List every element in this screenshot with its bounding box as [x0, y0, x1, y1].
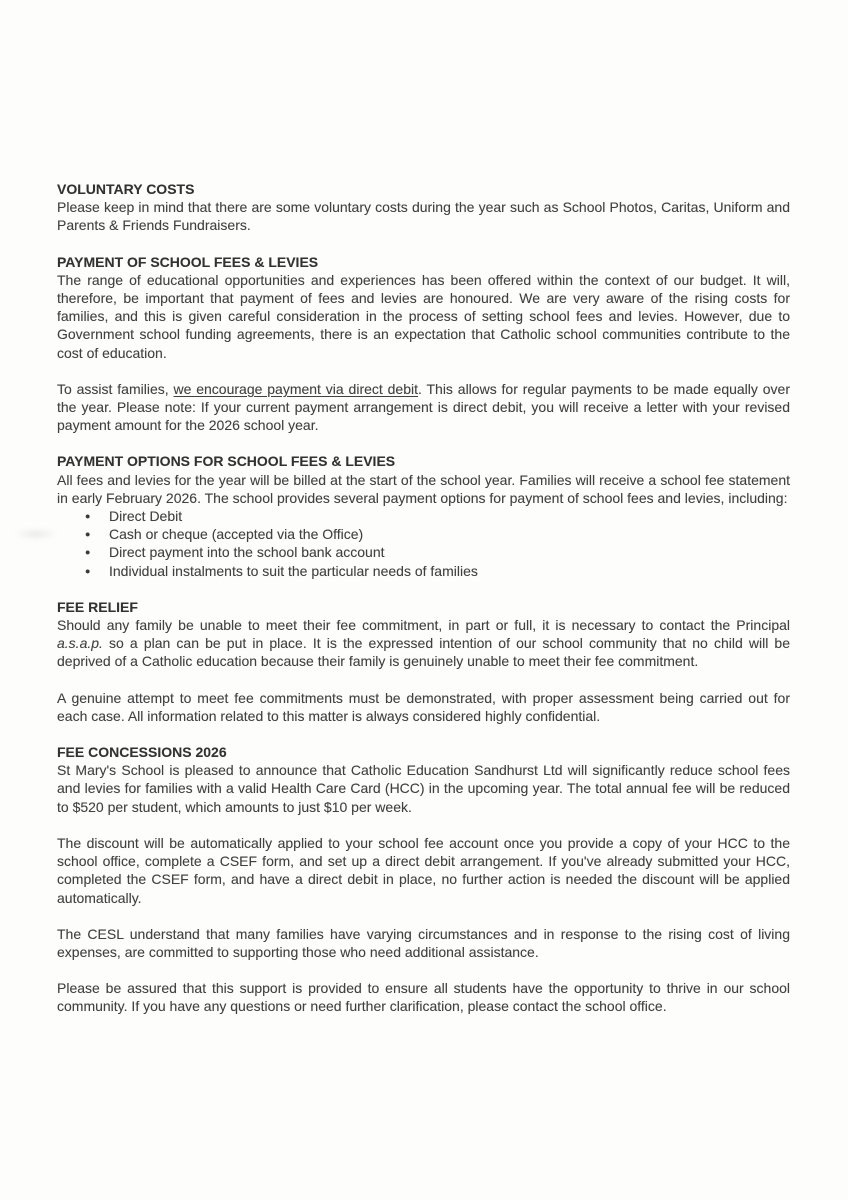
bullet-icon: ● [85, 547, 91, 558]
list-item-label: Individual instalments to suit the particular needs of families [109, 562, 478, 579]
italic-text: a.s.a.p. [57, 635, 103, 652]
paragraph-text: To assist families, [57, 380, 174, 397]
paragraph: The discount will be automatically applied to your school fee account once you provide a copy of your HCC to the school office, complete a CSEF form, and set up a direct debit arrangement. If you've already submitted your HCC, completed the CSEF form, and have a direct debit in place, no further action is needed the discount will be applied automatically. [57, 834, 790, 906]
paragraph-text: so a plan can be put in place. It is the expressed intention of our school community that no child will be deprived of a Catholic education because their family is genuinely unable to meet their fee commitment. [57, 635, 790, 670]
paragraph: The range of educational opportunities and experiences has been offered within the context of our budget. It will, therefore, be important that payment of fees and levies are honoured. We are very aware of the rising costs for families, and this is given careful consideration in the process of setting school fees and levies. However, due to Government school funding agreements, there is an expectation that Catholic school communities contribute to the cost of education. [57, 271, 790, 361]
paragraph: All fees and levies for the year will be billed at the start of the school year. Families will receive a school fee statement in early February 2026. The school provides several payment options for payment of school fees and levies, including: [57, 471, 790, 506]
paragraph: St Mary's School is pleased to announce that Catholic Education Sandhurst Ltd will significantly reduce school fees and levies for families with a valid Health Care Card (HCC) in the upcoming year. The total annual fee will be reduced to $520 per student, which amounts to just $10 per week. [57, 762, 790, 815]
list-item-label: Direct Debit [109, 508, 183, 525]
list-item [57, 525, 790, 543]
section-heading: FEE RELIEF [57, 598, 138, 615]
section-heading: FEE CONCESSIONS 2026 [57, 744, 227, 761]
list-item [57, 562, 790, 580]
paragraph [57, 380, 790, 435]
section-fee-relief [57, 598, 790, 725]
bullet-icon: ● [85, 511, 91, 522]
list-item [57, 507, 790, 525]
list-item-label: Direct payment into the school bank account [109, 544, 385, 561]
section-fee-concessions [57, 743, 790, 1015]
paragraph-text: . This allows for regular payments to be made equally over the year. Please note: If your current payment arrangement is direct debit, you will receive a letter with your revised payment amount for the 2026 school year. [57, 380, 790, 434]
paragraph: Please be assured that this support is provided to ensure all students have the opportunity to thrive in our school community. If you have any questions or need further clarification, please contact the school office. [57, 980, 790, 1015]
section-payment-of-fees [57, 253, 790, 435]
document-body [57, 180, 790, 1016]
underlined-text: we encourage payment via direct debit [173, 380, 418, 397]
list-item-label: Cash or cheque (accepted via the Office) [109, 526, 364, 543]
bullet-icon: ● [85, 529, 91, 540]
section-heading: PAYMENT OPTIONS FOR SCHOOL FEES & LEVIES [57, 453, 396, 470]
payment-options-list [57, 507, 790, 580]
section-voluntary-costs [57, 180, 790, 235]
paragraph: A genuine attempt to meet fee commitments must be demonstrated, with proper assessment being carried out for each case. All information related to this matter is always considered highly confidential. [57, 689, 790, 724]
bullet-icon: ● [85, 565, 91, 576]
paragraph: The CESL understand that many families have varying circumstances and in response to the rising cost of living expenses, are committed to supporting those who need additional assistance. [57, 925, 790, 960]
list-item [57, 543, 790, 561]
section-payment-options [57, 452, 790, 579]
paragraph: Please keep in mind that there are some voluntary costs during the year such as School Photos, Caritas, Uniform and Parents & Friends Fundraisers. [57, 199, 790, 234]
section-heading: PAYMENT OF SCHOOL FEES & LEVIES [57, 253, 319, 270]
scan-artifact [14, 528, 58, 540]
paragraph [57, 616, 790, 671]
paragraph-text: Should any family be unable to meet their fee commitment, in part or full, it is necessary to contact the Principal [57, 617, 790, 634]
section-heading: VOLUNTARY COSTS [57, 181, 195, 197]
